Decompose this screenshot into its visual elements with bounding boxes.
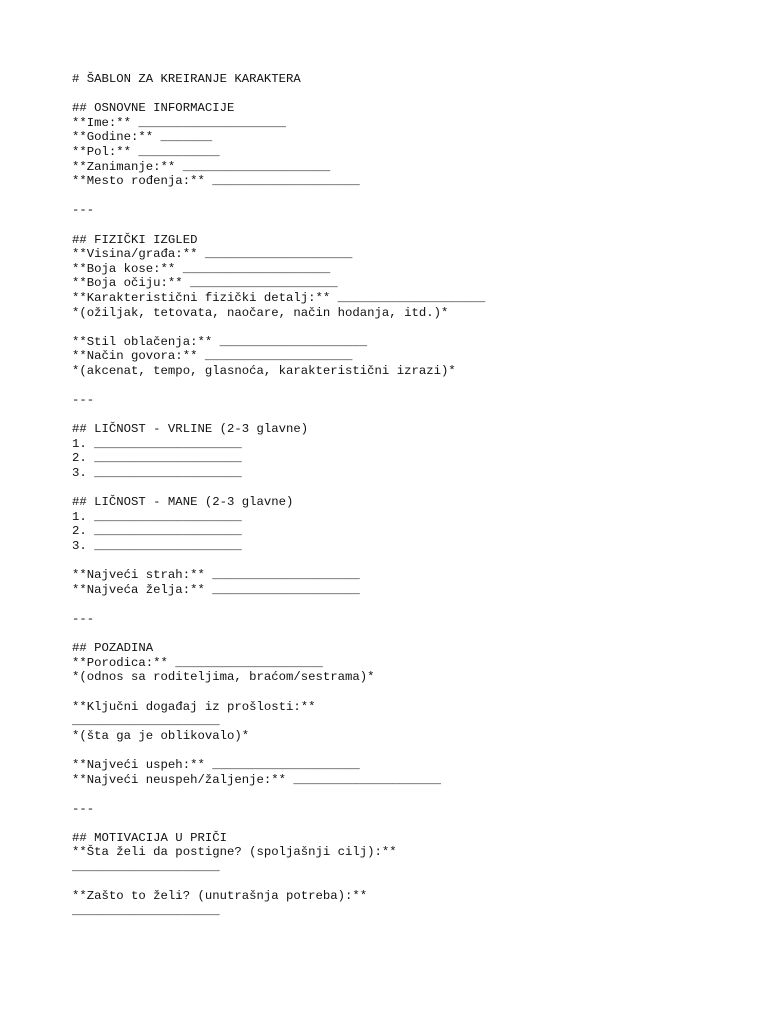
blank-line xyxy=(72,378,732,393)
blank-line xyxy=(72,816,732,831)
blank-line xyxy=(72,627,732,642)
list-item-virtue-1: 1. ____________________ xyxy=(72,436,242,451)
field-biggest-failure: **Najveći neuspeh/žaljenje:** ____________________ xyxy=(72,772,441,787)
list-item-flaw-3: 3. ____________________ xyxy=(72,539,242,553)
blank-line xyxy=(72,685,732,700)
section-divider: --- xyxy=(72,801,95,816)
section-divider: --- xyxy=(72,393,95,408)
list-item-virtue-3: 3. ____________________ xyxy=(72,466,242,481)
hint-speech-style: *(akcenat, tempo, glasnoća, karakteristični izrazi)* xyxy=(72,363,456,378)
blank-line xyxy=(72,408,732,423)
blank-line xyxy=(72,597,732,612)
blank-line xyxy=(72,481,732,496)
field-hair-color: **Boja kose:** ____________________ xyxy=(72,261,331,276)
hint-physical-detail: *(ožiljak, tetovata, naočare, način hodanja, itd.)* xyxy=(72,305,449,320)
document-page xyxy=(72,72,732,918)
hint-key-past-event: *(šta ga je oblikovalo)* xyxy=(72,728,250,743)
blank-line xyxy=(72,787,732,802)
blank-line xyxy=(72,554,732,569)
field-internal-need: **Zašto to želi? (unutrašnja potreba):** xyxy=(72,889,368,904)
blank-answer-line: ____________________ xyxy=(72,714,220,729)
section-heading-flaws: ## LIČNOST - MANE (2-3 glavne) xyxy=(72,495,294,510)
blank-answer-line: ____________________ xyxy=(72,903,220,918)
field-birthplace: **Mesto rođenja:** ____________________ xyxy=(72,174,360,189)
section-heading-virtues: ## LIČNOST - VRLINE (2-3 glavne) xyxy=(72,422,309,437)
field-speech-style: **Način govora:** ____________________ xyxy=(72,349,353,364)
field-biggest-success: **Najveći uspeh:** ____________________ xyxy=(72,757,360,772)
field-occupation: **Zanimanje:** ____________________ xyxy=(72,159,331,174)
field-key-past-event: **Ključni događaj iz prošlosti:** xyxy=(72,699,316,714)
field-age: **Godine:** _______ xyxy=(72,130,213,145)
field-physical-detail: **Karakteristični fizički detalj:** ____________________ xyxy=(72,290,486,305)
section-divider: --- xyxy=(72,203,95,218)
blank-line xyxy=(72,189,732,204)
blank-line xyxy=(72,218,732,233)
section-heading-background: ## POZADINA xyxy=(72,641,154,656)
list-item-virtue-2: 2. ____________________ xyxy=(72,451,242,466)
field-biggest-desire: **Najveća želja:** ____________________ xyxy=(72,582,360,597)
blank-answer-line: ____________________ xyxy=(72,860,220,875)
blank-line xyxy=(72,743,732,758)
section-heading-physical-appearance: ## FIZIČKI IZGLED xyxy=(72,232,198,247)
document-title: # ŠABLON ZA KREIRANJE KARAKTERA xyxy=(72,72,301,86)
field-clothing-style: **Stil oblačenja:** ____________________ xyxy=(72,334,368,349)
blank-line xyxy=(72,875,732,890)
blank-line xyxy=(72,320,732,335)
hint-family: *(odnos sa roditeljima, braćom/sestrama)* xyxy=(72,670,375,685)
blank-line xyxy=(72,87,732,102)
field-eye-color: **Boja očiju:** ____________________ xyxy=(72,276,338,291)
field-family: **Porodica:** ____________________ xyxy=(72,655,323,670)
section-divider: --- xyxy=(72,611,95,626)
field-height-build: **Visina/građa:** ____________________ xyxy=(72,247,353,262)
field-biggest-fear: **Najveći strah:** ____________________ xyxy=(72,568,360,583)
field-gender: **Pol:** ___________ xyxy=(72,144,220,159)
section-heading-motivation: ## MOTIVACIJA U PRIČI xyxy=(72,830,227,845)
list-item-flaw-1: 1. ____________________ xyxy=(72,509,242,524)
section-heading-basic-info: ## OSNOVNE INFORMACIJE xyxy=(72,101,235,116)
field-name: **Ime:** ____________________ xyxy=(72,115,287,130)
list-item-flaw-2: 2. ____________________ xyxy=(72,524,242,539)
field-external-goal: **Šta želi da postigne? (spoljašnji cilj):** xyxy=(72,845,397,860)
